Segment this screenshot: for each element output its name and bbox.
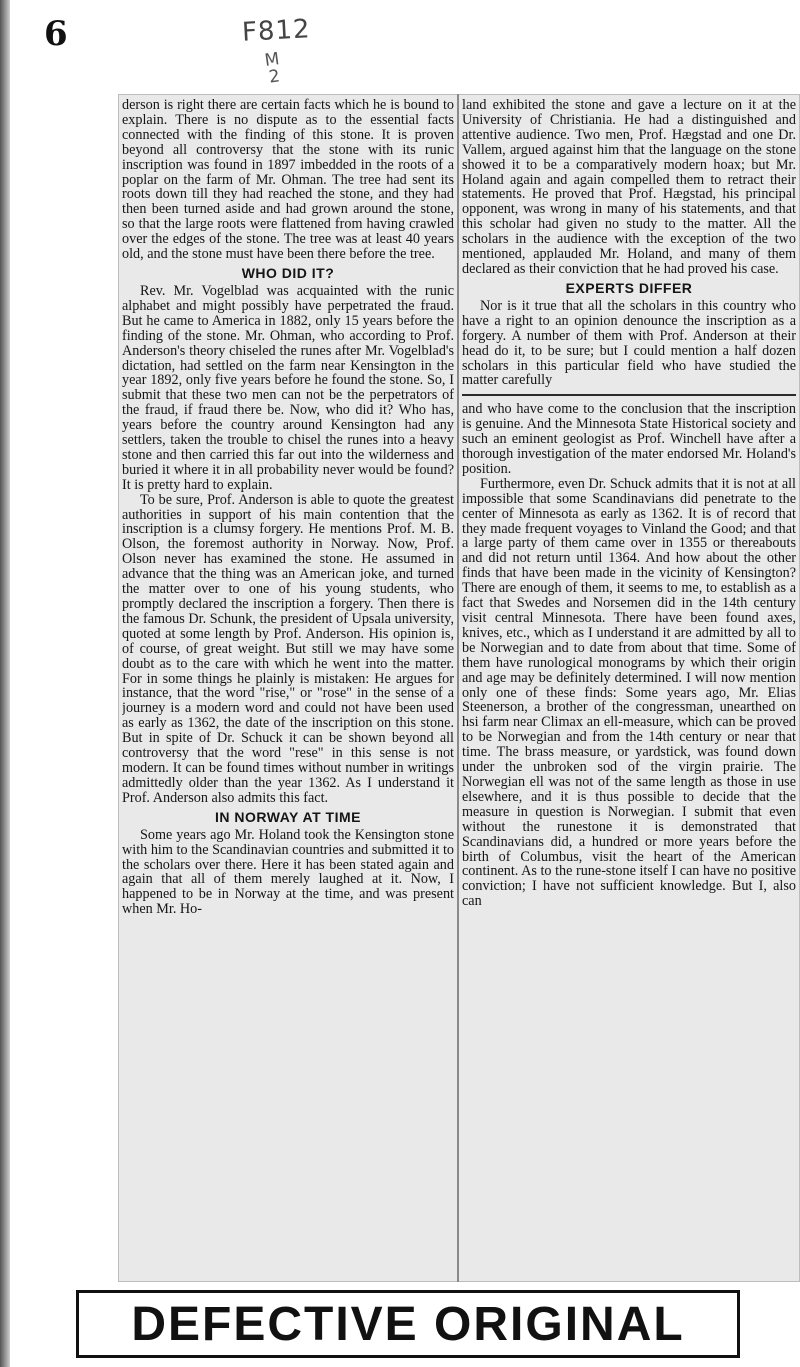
- archive-sub-text: M 2: [263, 49, 282, 88]
- article-paragraph: land exhibited the stone and gave a lecture on it at the University of Christiania. He had a distinguished and attentive audience. Two men, Prof. Hægstad and one Dr. Vallem, argued against him that the language on the stone showed it to be a comparatively modern hoax; but Mr. Holand again and again compelled them to retract their statements. He proved that Prof. Hægstad, his principal opponent, was wrong in many of his statements, and that this scholar had given no study to the matter. All the scholars in the audience with the exception of the two mentioned, applauded Mr. Holand, and many of them declared as their conviction that he had proved his case.: [462, 98, 796, 277]
- article-column-left: [122, 98, 454, 1274]
- article-paragraph: To be sure, Prof. Anderson is able to quote the greatest authorities in support of his main contention that the inscription is a clumsy forgery. He mentions Prof. M. B. Olson, the foremost authority in Norway. Now, Prof. Olson never has examined the stone. He assumed in advance that the thing was an American joke, and turned the matter over to one of his young students, who promptly declared the inscription a forgery. Then there is the famous Dr. Schunk, the president of Upsala university, quoted at some length by Prof. Anderson. His opinion is, of course, of great weight. But still we may have some doubt as to the care with which he went into the matter. For in some things he plainly is mistaken: He argues for instance, that the word "rise," or "rose" in the sense of a journey is a modern word and could not have been used as early as 1362, the date of the inscription on this stone. But in spite of Dr. Schuck it can be shown beyond all controversy that the word "rese" in this sense is not modern. It can be found times without number in writings admittedly older than the year 1362. As I understand it Prof. Anderson also admits this fact.: [122, 491, 454, 806]
- article-paragraph: Some years ago Mr. Holand took the Kensington stone with him to the Scandinavian countries and submitted it to the scholars over there. Here it has been stated again and again that all of them merely laughed at it. Now, I happened to be in Norway at the time, and was present when Mr. Ho-: [122, 826, 454, 918]
- scan-left-edge: [0, 0, 10, 1367]
- article-column-right: [462, 98, 796, 1274]
- article-paragraph: Rev. Mr. Vogelblad was acquainted with the runic alphabet and might possibly have perpetrated the fraud. But he came to America in 1882, only 15 years before the finding of the stone. Mr. Ohman, who according to Prof. Anderson's theory chiseled the runes after Mr. Vogelblad's dictation, had settled on the farm near Kensington in the year 1892, only five years before he found the stone. So, I submit that these two men can not be the perpetrators of the fraud, if fraud there be. Now, who did it? Who has, years before the country around Kensington had any settlers, taken the trouble to chisel the runes into a heavy stone and then carried this far out into the wilderness and buried it where it in all probability never would be found? It is pretty hard to explain.: [122, 282, 454, 493]
- clipping-splice-line: [462, 394, 796, 396]
- article-paragraph: Furthermore, even Dr. Schuck admits that it is not at all impossible that some Scandinavians did penetrate to the center of Minnesota as early as 1362. It is of record that they made frequent voyages to Vinland the Good; and that a large party of them came over in 1355 or thereabouts and did not return until 1364. And how about the other finds that have been made in the vicinity of Kensington? There are enough of them, it seems to me, to establish as a fact that Swedes and Norsemen did in the 14th century visit central Minnesota. There have been found axes, knives, etc., which as I understand it are admitted by all to be Norwegian and to date from about that time. Some of them have runological monograms by which their origin and age may be definitely determined. I will now mention only one of these finds: Some years ago, Mr. Elias Steenerson, a brother of the congressman, unearthed on hsi farm near Climax an ell-measure, which can be proved to be Norwegian and from the 14th century or near that time. The brass measure, or yardstick, was found down under the unbroken sod of the virgin prairie. The Norwegian ell was not of the same length as those in use elsewhere, and it is thus possible to decide that the measure in question is Norwegian. I submit that even without the runestone it is demonstrated that Scandinavians did, a hundred or more years before the birth of Columbus, visit the heart of the American continent. As to the rune-stone itself I can have no positive conviction; I have not sufficient knowledge. But I, also can: [462, 475, 796, 910]
- archive-sub-mark: [264, 51, 283, 87]
- archive-mark: F812: [241, 14, 312, 48]
- section-heading: IN NORWAY AT TIME: [215, 808, 361, 825]
- column-divider: [457, 94, 459, 1282]
- article-paragraph: Nor is it true that all the scholars in this country who have a right to an opinion denounce the inscription as a forgery. A number of them with Prof. Anderson at their head do it, to be sure; but I could mention a half dozen scholars in this particular field who have studied the matter carefully: [462, 297, 796, 389]
- stamp-label: DEFECTIVE ORIGINAL: [131, 1297, 685, 1351]
- section-heading: EXPERTS DIFFER: [565, 279, 693, 296]
- section-heading: WHO DID IT?: [241, 264, 335, 281]
- defective-original-stamp: [76, 1290, 740, 1358]
- article-paragraph: and who have come to the conclusion that the inscription is genuine. And the Minnesota State Historical society and such an eminent geologist as Prof. Winchell have after a thorough investigation of the mater endorsed Mr. Holand's position.: [462, 401, 796, 477]
- page-number: 6: [44, 14, 68, 54]
- article-paragraph: derson is right there are certain facts which he is bound to explain. There is no dispute as to the essential facts connected with the finding of this stone. It is proven beyond all controversy that the stone with its runic inscription was found in 1897 imbedded in the roots of a poplar on the farm of Mr. Ohman. The tree had sent its roots down till they had reached the stone, and they had then been turned aside and had grown around the stone, so that the large roots were flattened from having crawled over the edges of the stone. The tree was at least 40 years old, and the stone must have been there before the tree.: [122, 98, 454, 263]
- newspaper-clipping: [118, 94, 800, 1282]
